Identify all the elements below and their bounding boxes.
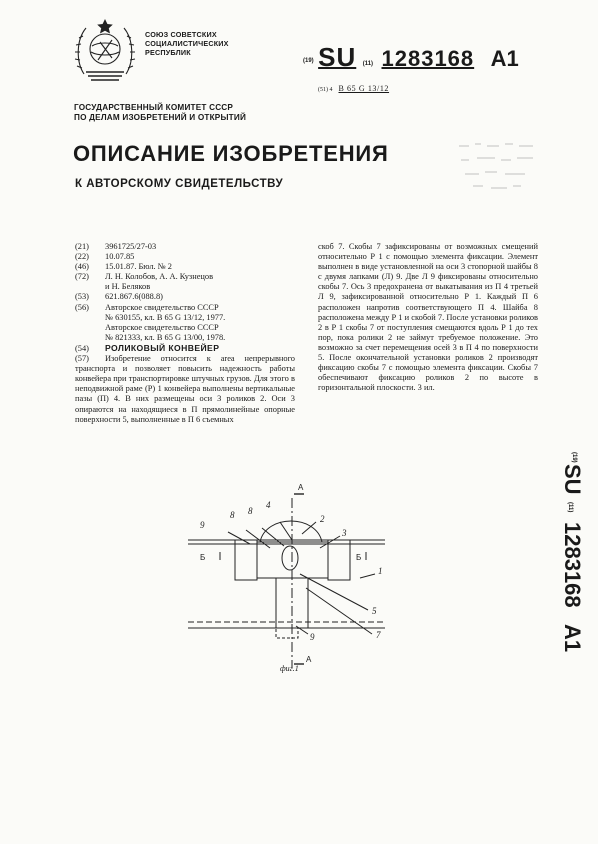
section-mark-a-top: A: [298, 483, 304, 492]
document-subtitle: К АВТОРСКОМУ СВИДЕТЕЛЬСТВУ: [75, 178, 284, 190]
ref-7: 7: [376, 630, 381, 640]
side-number: 1283168: [560, 522, 585, 608]
leader-line: [360, 574, 375, 578]
ref-4: 4: [266, 500, 271, 510]
leader-line: [300, 574, 368, 610]
committee-line: ПО ДЕЛАМ ИЗОБРЕТЕНИЙ И ОТКРЫТИЙ: [74, 113, 247, 122]
org-line: РЕСПУБЛИК: [145, 48, 191, 57]
ref-1: 1: [378, 566, 383, 576]
left-column: [75, 242, 295, 425]
kind-code: A1: [490, 46, 519, 71]
figure-caption: фиг.1: [280, 664, 299, 673]
inid-code: (21): [75, 242, 89, 251]
abstract-left: [75, 354, 295, 425]
biblio-line: [75, 323, 295, 333]
org-line: СОЦИАЛИСТИЧЕСКИХ: [145, 39, 229, 48]
biblio-text: 621.867.6(088.8): [105, 292, 163, 302]
figure-1-drawing: [180, 478, 390, 684]
biblio-line: [75, 282, 295, 292]
side-patent-number: [545, 450, 585, 670]
biblio-text: Авторское свидетельство СССР: [105, 322, 219, 332]
inid-code-19: (19): [303, 58, 314, 64]
section-mark-b-left: Б: [200, 553, 206, 562]
axle-cross-section: [282, 546, 298, 570]
biblio-text: и Н. Беляков: [105, 282, 151, 292]
biblio-text: 10.07.85: [105, 252, 135, 262]
invention-title-line: [75, 343, 295, 354]
leader-line: [228, 532, 250, 544]
biblio-line: [75, 262, 295, 272]
document-title: ОПИСАНИЕ ИЗОБРЕТЕНИЯ: [73, 141, 389, 166]
patent-number-header: [303, 42, 519, 73]
inid-code-11: (11): [362, 61, 374, 67]
biblio-line: [75, 303, 295, 313]
country-code: SU: [318, 42, 357, 72]
side-su: SU: [560, 464, 585, 495]
bracket-right: [328, 540, 350, 580]
biblio-line: [75, 292, 295, 302]
abstract-text: Изобретение относится к area непрерывного транспорта и позволяет повысить надежность работы конвейера при транспортировке штучных грузов. Для этого в неподвижной раме (Р) 1 конвейера выполнены вертикальные пазы (П) 4. В них размещены оси 3 роликов 2. Оси 3 опираются на находящиеся в П прямолинейные опорные поверхности 5, выполненные в П 6 съемных: [75, 354, 295, 424]
inid-code: (46): [75, 262, 89, 272]
ref-8: 8: [230, 510, 235, 520]
axle-lower: [276, 628, 298, 638]
section-mark-a-bottom: A: [306, 655, 312, 664]
ipc-value: B 65 G 13/12: [338, 84, 390, 93]
leader-line: [280, 522, 292, 540]
inid-code: (72): [75, 272, 89, 282]
leader-line: [262, 528, 284, 546]
abstract-right-text: скоб 7. Скобы 7 зафиксированы от возможных смещений относительно Р 1 с помощью элемента фиксации. Элемент выполнен в виде установленной на оси 3 стопорной шайбы 8 с двумя лапками (Л) 9. Две Л 9 фиксированы относительно скобы 7. Ось 3 предохранена от выкатывания из П 4 третьей Л 9, зафиксированной относительно Р 1. Каждый П 6 расположен напротив соответствующего П 4. Шайба 8 расположена между Р 1 и скобой 7. После установки роликов 2 в Р 1 скобы 7 от поступления смещаются вдоль Р 1 до тех пор, пока ролики 2 не займут требуемое положение. Это возможно за счет перемещения осей 3 в П 4 по поверхности 5. После окончательной установки роликов 2 производят фиксацию скобы 7 с помощью элемента фиксации. Скобы 7 обеспечивают фиксацию роликов 2 по высоте в горизонтальной плоскости. 3 ил.: [318, 242, 538, 393]
biblio-line: [75, 313, 295, 323]
inid-code: (56): [75, 302, 89, 312]
ipc-classification: [318, 84, 389, 93]
section-mark-b-right: Б: [356, 553, 362, 562]
biblio-text: 15.01.87. Бюл. № 2: [105, 262, 172, 272]
biblio-text: 3961725/27-03: [105, 242, 157, 251]
biblio-text: № 630155, кл. B 65 G 13/12, 1977.: [105, 312, 226, 322]
library-stamp-icon: [455, 136, 540, 196]
biblio-line: [75, 242, 295, 252]
side-code-19: (19): [571, 452, 577, 463]
inid-code-51: (51) 4: [318, 87, 333, 93]
leader-line: [246, 530, 270, 548]
biblio-line: [75, 333, 295, 343]
side-code-11: (11): [567, 502, 573, 513]
org-name: [145, 30, 229, 57]
invention-title: РОЛИКОВЫЙ КОНВЕЙЕР: [105, 342, 220, 353]
committee-name: [74, 103, 246, 123]
ref-3: 3: [342, 528, 347, 538]
ref-5: 5: [372, 606, 377, 616]
biblio-text: Л. Н. Колобов, А. А. Кузнецов: [105, 272, 214, 282]
biblio-line: [75, 252, 295, 262]
ref-9: 9: [310, 632, 315, 642]
ref-9: 9: [200, 520, 205, 530]
committee-line: ГОСУДАРСТВЕННЫЙ КОМИТЕТ СССР: [74, 103, 234, 112]
inid-code: (54): [75, 343, 89, 353]
side-kind: A1: [560, 624, 585, 653]
bracket-left: [235, 540, 257, 580]
right-column: [318, 242, 538, 393]
biblio-text: № 821333, кл. B 65 G 13/00, 1978.: [105, 332, 226, 342]
ref-8: 8: [248, 506, 253, 516]
biblio-text: Авторское свидетельство СССР: [105, 302, 219, 312]
inid-code: (57): [75, 354, 89, 364]
ref-2: 2: [320, 514, 325, 524]
org-line: СОЮЗ СОВЕТСКИХ: [145, 30, 217, 39]
inid-code: (53): [75, 292, 89, 302]
patent-number: 1283168: [381, 46, 475, 71]
inid-code: (22): [75, 252, 89, 262]
ussr-emblem-icon: [74, 16, 136, 86]
biblio-line: [75, 272, 295, 282]
